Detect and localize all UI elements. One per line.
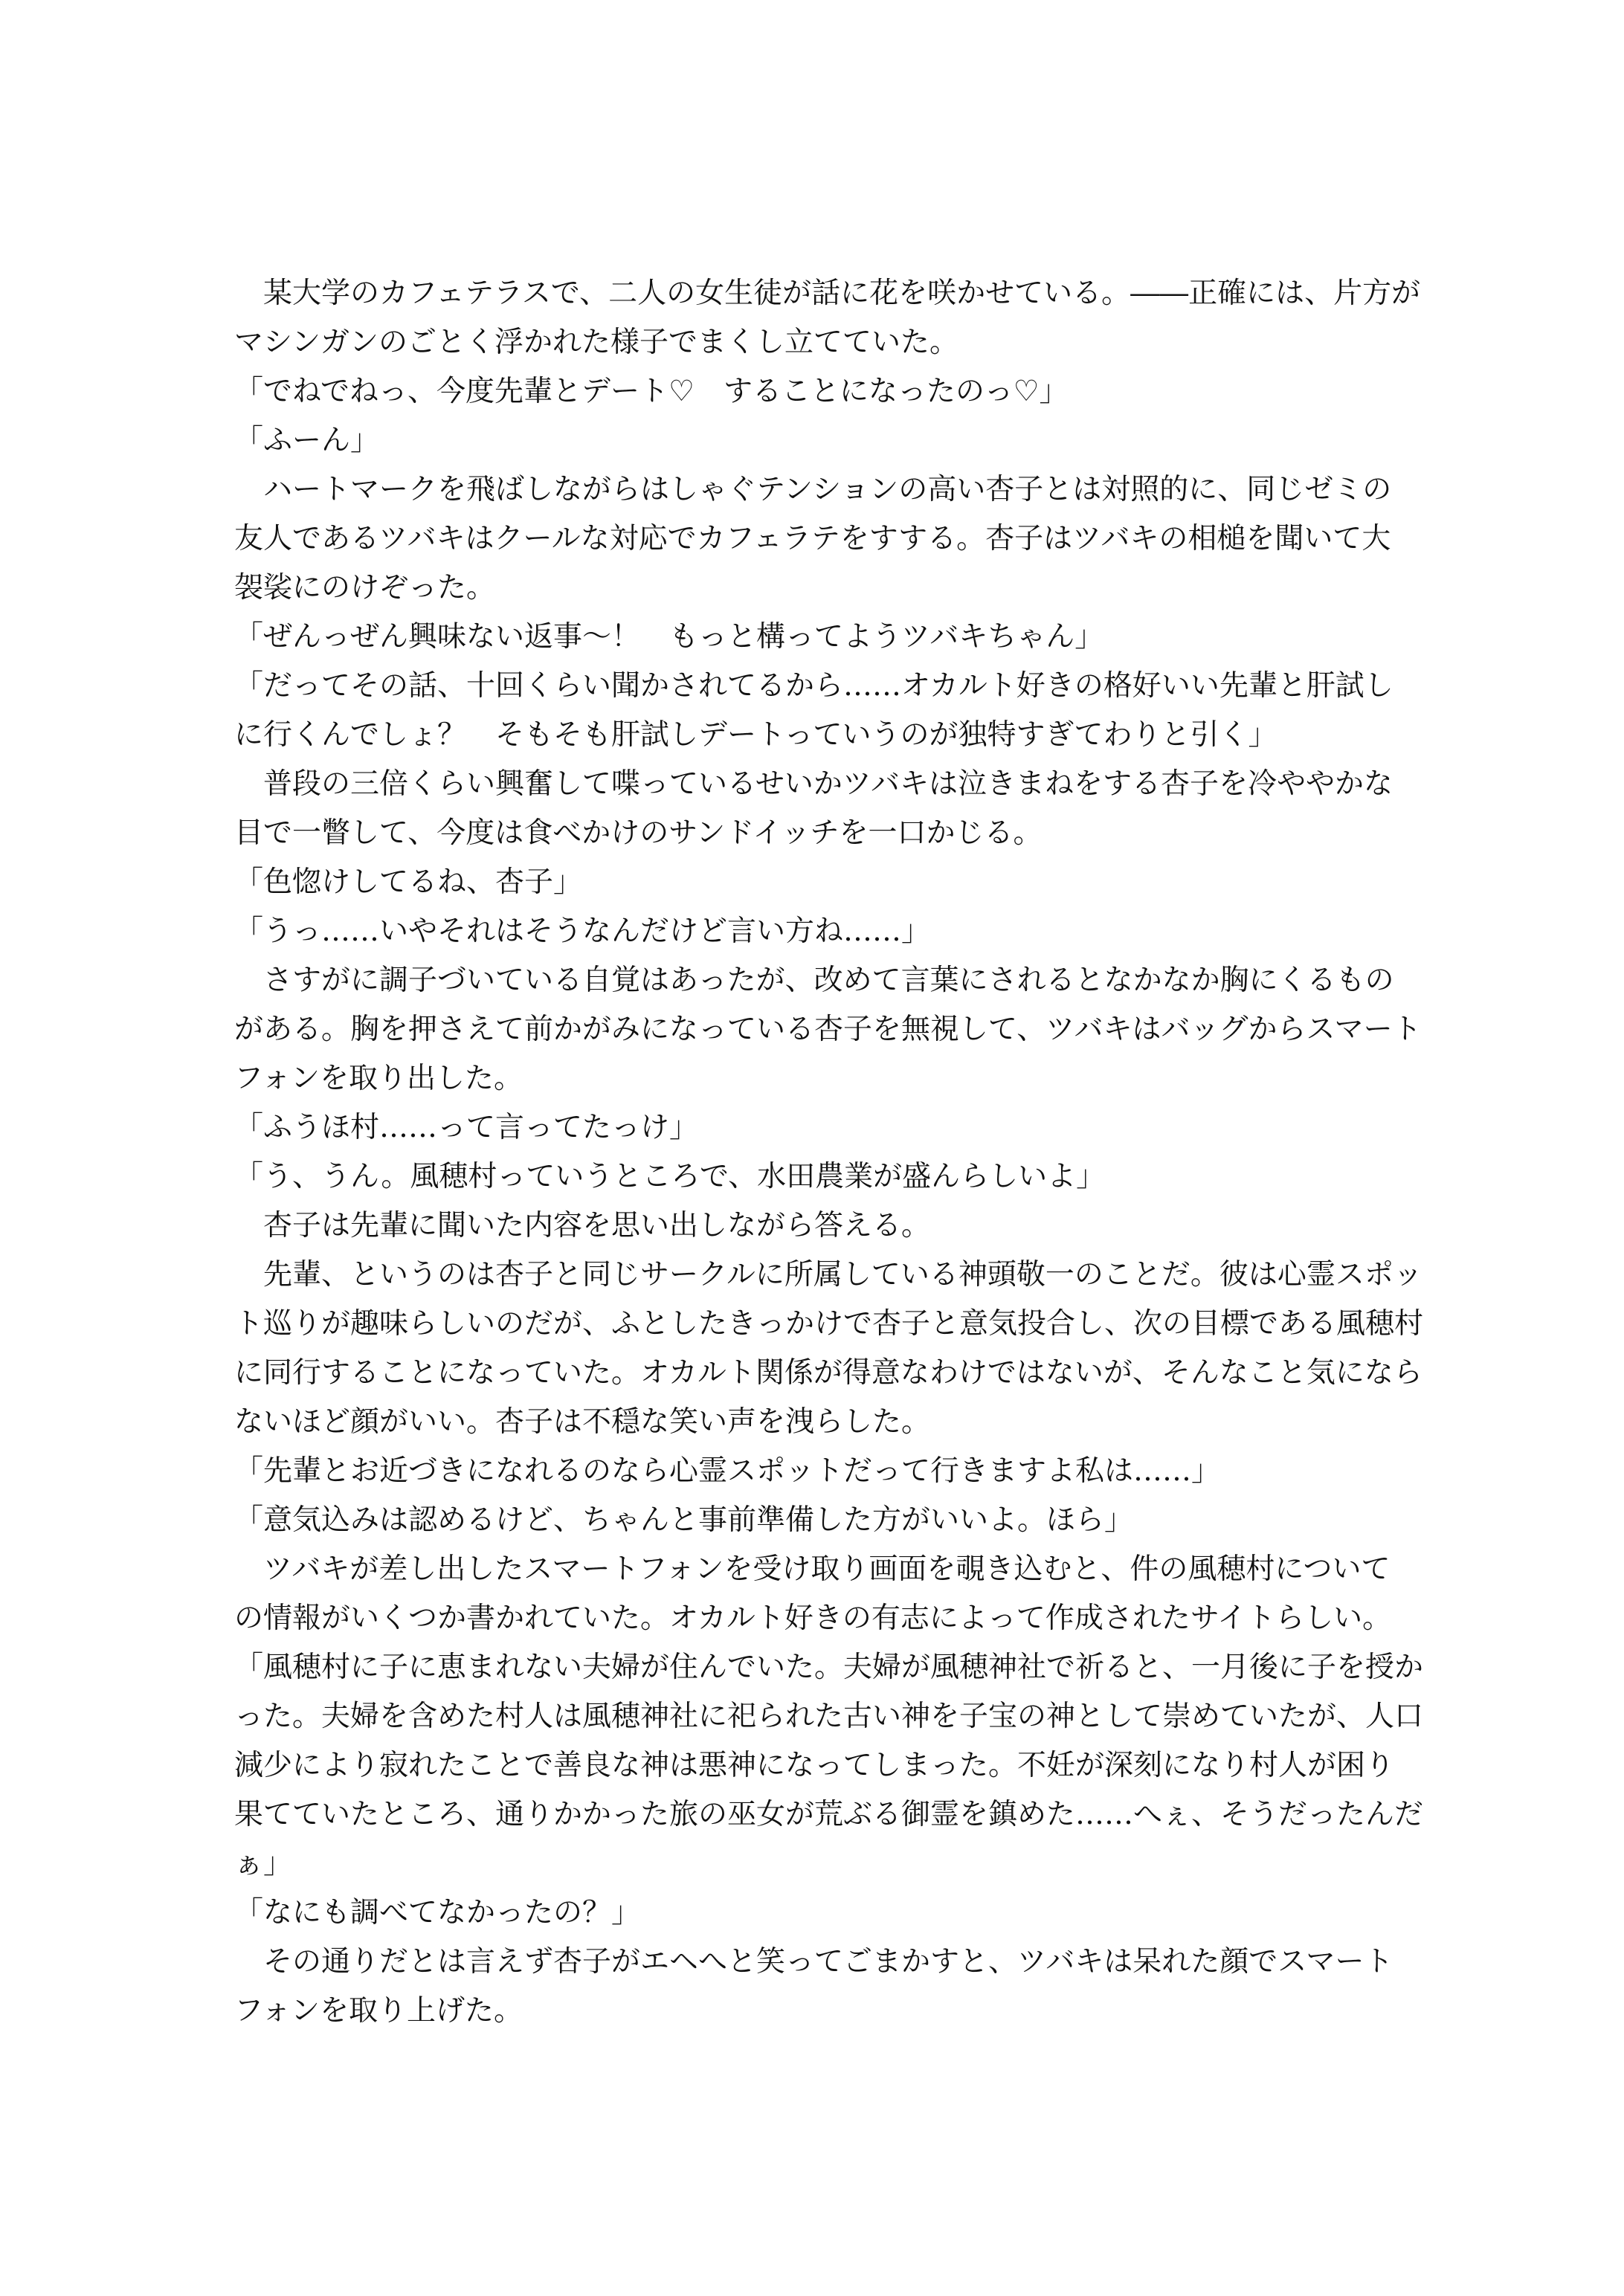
- text-line: の情報がいくつか書かれていた。オカルト好きの有志によって作成されたサイトらしい。: [234, 1602, 1392, 1635]
- text-line: に同行することになっていた。オカルト関係が得意なわけではないが、そんなこと気になら: [234, 1356, 1422, 1390]
- text-line: がある。胸を押さえて前かがみになっている杏子を無視して、ツバキはバッグからスマート: [234, 1013, 1422, 1046]
- dialogue-line: 「ぜんっぜん興味ない返事～！ もっと構ってようツバキちゃん」: [234, 620, 1104, 654]
- text-line: 目で一瞥して、今度は食べかけのサンドイッチを一口かじる。: [234, 816, 1043, 850]
- dialogue-line: 「だってその話、十回くらい聞かされてるから……オカルト好きの格好いい先輩と肝試し: [234, 669, 1393, 703]
- text-line: ツバキが差し出したスマートフォンを受け取り画面を覗き込むと、件の風穂村について: [234, 1552, 1391, 1586]
- text-line: 先輩、というのは杏子と同じサークルに所属している神頭敬一のことだ。彼は心霊スポッ: [234, 1258, 1422, 1292]
- dialogue-line: った。夫婦を含めた村人は風穂神社に祀られた古い神を子宝の神として崇めていたが、人口: [234, 1700, 1424, 1733]
- dialogue-line: 「色惚けしてるね、杏子」: [234, 865, 583, 899]
- text-line: 袈裟にのけぞった。: [234, 571, 496, 604]
- dialogue-line: に行くんでしょ？ そもそも肝試しデートっていうのが独特すぎてわりと引く」: [234, 718, 1277, 752]
- dialogue-line: 「意気込みは認めるけど、ちゃんと事前準備した方がいいよ。ほら」: [234, 1503, 1134, 1537]
- dialogue-line: 「うっ……いやそれはそうなんだけど言い方ね……」: [234, 915, 931, 948]
- text-line: 普段の三倍くらい興奮して喋っているせいかツバキは泣きまねをする杏子を冷ややかな: [234, 767, 1393, 801]
- text-line: 友人であるツバキはクールな対応でカフェラテをすする。杏子はツバキの相槌を聞いて大: [234, 522, 1391, 555]
- text-line: 杏子は先輩に聞いた内容を思い出しながら答える。: [234, 1209, 931, 1242]
- dialogue-line: 「ふうほ村……って言ってたっけ」: [234, 1111, 699, 1144]
- text-line: 某大学のカフェテラスで、二人の女生徒が話に花を咲かせている。――正確には、片方が: [234, 277, 1421, 310]
- dialogue-line: 果てていたところ、通りかかった旅の巫女が荒ぶる御霊を鎮めた……へぇ、そうだったんだ: [234, 1798, 1424, 1831]
- text-line: ト巡りが趣味らしいのだが、ふとしたきっかけで杏子と意気投合し、次の目標である風穂村: [234, 1307, 1424, 1341]
- text-line: その通りだとは言えず杏子がエヘへと笑ってごまかすと、ツバキは呆れた顔でスマート: [234, 1945, 1393, 1979]
- dialogue-line: 減少により寂れたことで善良な神は悪神になってしまった。不妊が深刻になり村人が困り: [234, 1749, 1395, 1782]
- novel-body-text: [234, 269, 1424, 2036]
- dialogue-line: 「先輩とお近づきになれるのなら心霊スポットだって行きますよ私は……」: [234, 1454, 1221, 1488]
- text-line: マシンガンのごとく浮かれた様子でまくし立てていた。: [234, 326, 959, 359]
- dialogue-line: ぁ」: [234, 1847, 293, 1880]
- text-line: ないほど顔がいい。杏子は不穏な笑い声を洩らした。: [234, 1405, 931, 1439]
- text-line: さすがに調子づいている自覚はあったが、改めて言葉にされるとなかなか胸にくるもの: [234, 964, 1394, 997]
- text-line: ハートマークを飛ばしながらはしゃぐテンションの高い杏子とは対照的に、同じゼミの: [234, 473, 1392, 506]
- dialogue-line: 「ふーん」: [234, 424, 380, 457]
- text-line: フォンを取り上げた。: [234, 1994, 523, 2028]
- dialogue-line: 「風穂村に子に恵まれない夫婦が住んでいた。夫婦が風穂神社で祈ると、一月後に子を授か: [234, 1651, 1424, 1684]
- dialogue-line: 「でねでねっ、今度先輩とデート♡ することになったのっ♡」: [234, 375, 1069, 408]
- dialogue-line: 「なにも調べてなかったの？」: [234, 1896, 641, 1929]
- text-line: フォンを取り出した。: [234, 1062, 523, 1095]
- dialogue-line: 「う、うん。風穂村っていうところで、水田農業が盛んらしいよ」: [234, 1160, 1106, 1193]
